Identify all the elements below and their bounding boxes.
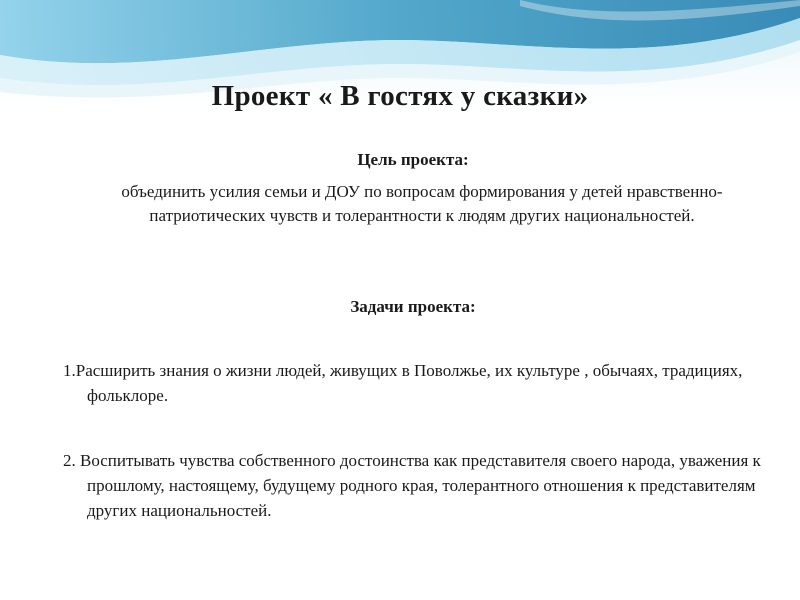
slide-title: Проект « В гостях у сказки» <box>211 80 589 112</box>
goal-heading: Цель проекта: <box>357 150 469 169</box>
tasks-heading: Задачи проекта: <box>350 297 476 316</box>
task-item-1: 1.Расширить знания о жизни людей, живущих в Поволжье, их культуре , обычаях, традициях, фольклоре. <box>63 361 743 405</box>
task-item-2: 2. Воспитывать чувства собственного достоинства как представителя своего народа, уважения к прошлому, настоящему, будущему родного края, толерантного отношения к представителям других национальностей. <box>63 451 761 520</box>
goal-text: объединить усилия семьи и ДОУ по вопросам формирования у детей нравственно-патриотических чувств и толерантности к людям других национальностей. <box>121 182 723 225</box>
